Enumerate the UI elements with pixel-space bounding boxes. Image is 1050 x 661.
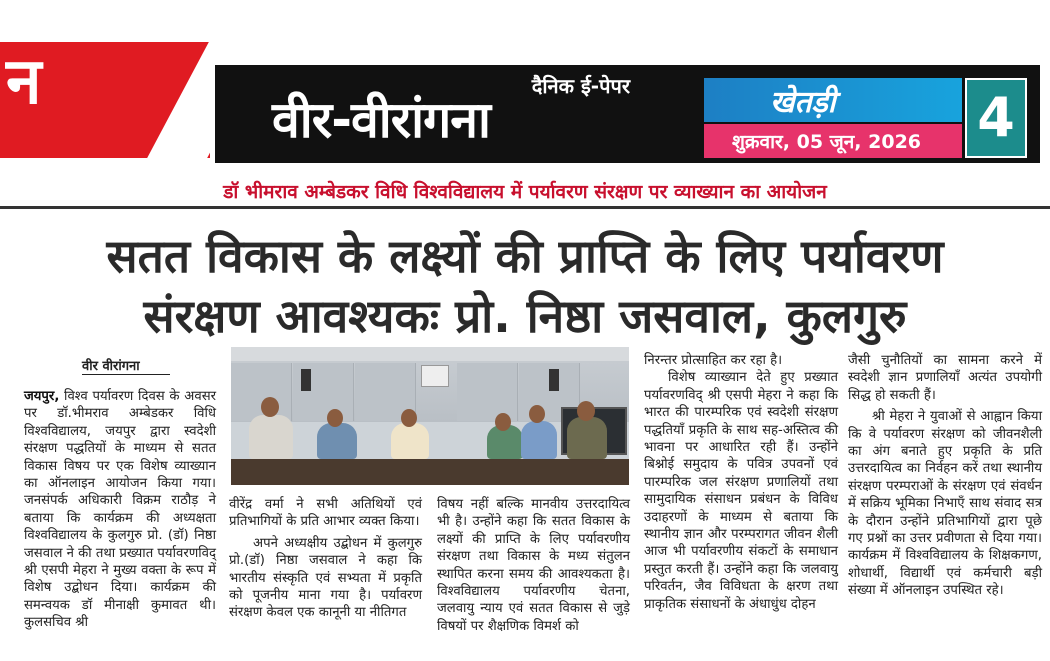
- article-column-3: [437, 496, 630, 635]
- article-column-2: [229, 496, 422, 622]
- headline-line-2: संरक्षण आवश्यकः प्रो. निष्ठा जसवाल, कुलगुरु: [143, 289, 907, 343]
- newspaper-title: वीर-वीरांगना: [272, 91, 490, 149]
- edition-date: शुक्रवार, 05 जून, 2026: [732, 131, 922, 153]
- epaper-label: दैनिक ई-पेपर: [531, 74, 630, 98]
- column-5-para-2: श्री मेहरा ने युवाओं से आह्वान किया कि वे पर्यावरण संरक्षण को जीवनशैली का अंग बनाते हुए प्रकृति के प्रति उत्तरदायित्व का निर्वहन करें तथा स्थानीय संरक्षण परम्पराओं के संरक्षण एवं संवर्धन में सक्रिय भूमिका निभाएँ साथ संवाद सत्र के दौरान उन्होंने प्रतिभागियों द्वारा पूछे गए प्रश्नों का उत्तर प्रवीणता से दिया गया। कार्यक्रम में विश्वविद्यालय के शिक्षकगण, शोधार्थी, विद्यार्थी एवं कर्मचारी बड़ी संख्या में ऑनलाइन उपस्थित रहे।: [848, 409, 1042, 599]
- section-title: खेतड़ी: [770, 85, 836, 120]
- article-kicker: डॉ भीमराव अम्बेडकर विधि विश्वविद्यालय में पर्यावरण संरक्षण पर व्याख्यान का आयोजन: [223, 181, 827, 203]
- logo-glyph: न: [6, 45, 42, 119]
- article-column-1: [24, 388, 216, 632]
- dateline: जयपुर,: [24, 389, 60, 404]
- article-column-4: [644, 352, 838, 613]
- column-2-para-1: वीरेंद्र वर्मा ने सभी अतिथियों एवं प्रतिभागियों के प्रति आभार व्यक्त किया।: [229, 497, 422, 530]
- column-4-para-2: विशेष व्याख्यान देते हुए प्रख्यात पर्यावरणविद् श्री एसपी मेहरा ने कहा कि भारत की पारम्परिक एवं स्वदेशी संरक्षण पद्धतियाँ प्रकृति के साथ सह-अस्तित्व की भावना पर आधारित रही हैं। उन्होंने बिश्नोई समुदाय के पवित्र उपवनों एवं पारम्परिक जल संरक्षण प्रणालियों तथा सामुदायिक संसाधन प्रबंधन के विविध उदाहरणों के माध्यम से बताया कि स्थानीय ज्ञान और परम्परागत जीवन शैली आज भी पर्यावरणीय संकटों के समाधान प्रस्तुत करती हैं। उन्होंने कहा कि जलवायु परिवर्तन, जैव विविधता के क्षरण तथा प्राकृतिक संसाधनों के अंधाधुंध दोहन: [644, 370, 838, 612]
- column-2-para-2: अपने अध्यक्षीय उद्बोधन में कुलगुरु प्रो.(डॉ) निष्ठा जसवाल ने कहा कि भारतीय संस्कृति एवं सभ्यता में प्रकृति को पूजनीय माना गया है। पर्यावरण संरक्षण केवल एक कानूनी या नीतिगत: [229, 535, 422, 621]
- column-1-text: विश्व पर्यावरण दिवस के अवसर पर डॉ.भीमराव अम्बेडकर विधि विश्वविद्यालय, जयपुर द्वारा स्वदेशी संरक्षण पद्धतियों के माध्यम से सतत विकास विषय पर एक विशेष व्याख्यान का ऑनलाइन आयोजन किया गया। जनसंपर्क अधिकारी विक्रम राठौड़ ने बताया कि कार्यक्रम की अध्यक्षता विश्वविद्यालय के कुलगुरु प्रो. (डॉ) निष्ठा जसवाल ने की तथा प्रख्यात पर्यावरणविद् श्री एसपी मेहरा ने मुख्य वक्ता के रूप में विशेष उद्बोधन दिया। कार्यक्रम की समन्वयक डॉ मीनाक्षी कुमावत थी। कुलसचिव श्री: [24, 389, 216, 631]
- column-5-para-1: जैसी चुनौतियों का सामना करने में स्वदेशी ज्ञान प्रणालियाँ अत्यंत उपयोगी सिद्ध हो सकती हैं।: [848, 353, 1042, 403]
- page-number: 4: [977, 86, 1015, 149]
- headline-line-1: सतत विकास के लक्ष्यों की प्राप्ति के लिए पर्यावरण: [106, 229, 944, 283]
- event-photo: [231, 347, 629, 485]
- article-column-5: [848, 352, 1042, 600]
- header-rule: [0, 206, 1050, 209]
- column-4-para-1: निरन्तर प्रोत्साहित कर रहा है।: [644, 353, 783, 368]
- byline: वीर वीरांगना: [82, 356, 170, 375]
- column-3-para-1: विषय नहीं बल्कि मानवीय उत्तरदायित्व भी है। उन्होंने कहा कि सतत विकास के लक्ष्यों की प्राप्ति के लिए पर्यावरणीय संरक्षण तथा विकास के मध्य संतुलन स्थापित करना समय की आवश्यकता है। विश्वविद्यालय पर्यावरणीय चेतना, जलवायु न्याय एवं सतत विकास से जुड़े विषयों पर शैक्षणिक विमर्श को: [437, 497, 630, 634]
